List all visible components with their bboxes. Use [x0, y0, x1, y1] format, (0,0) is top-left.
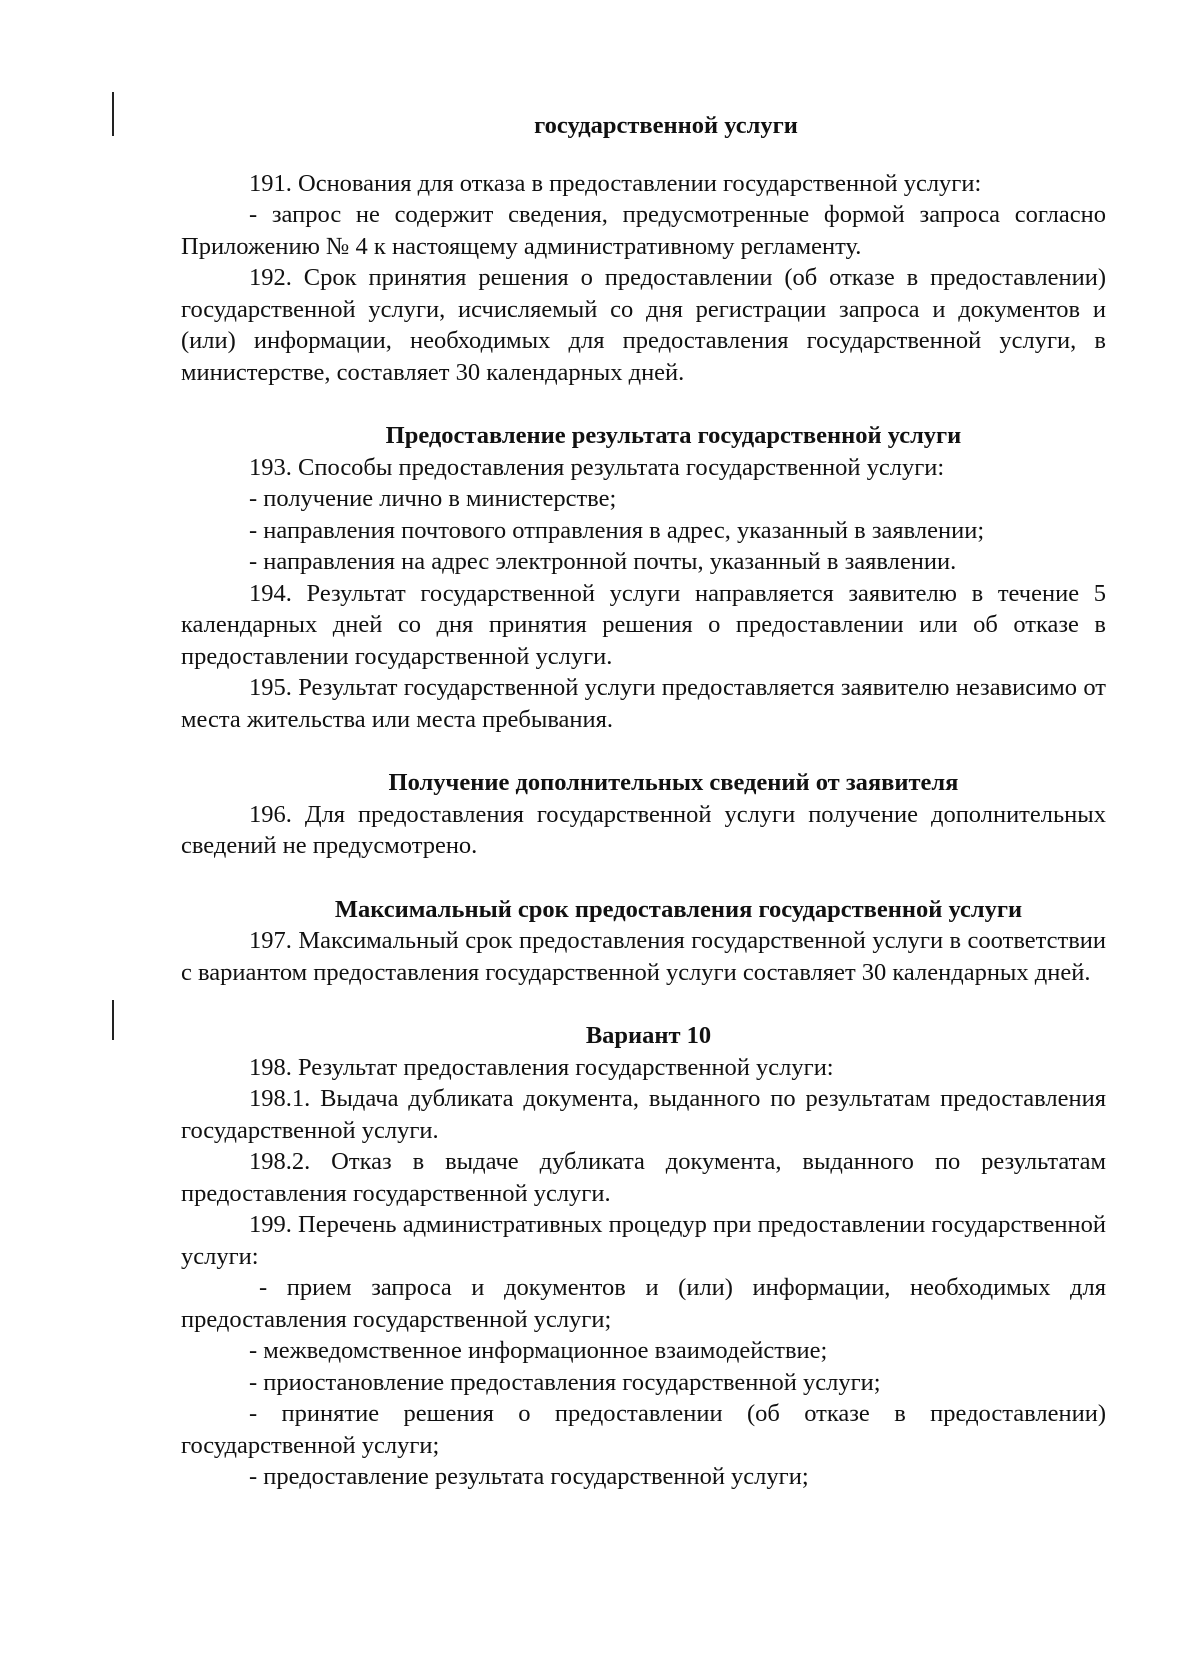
paragraph-199: 199. Перечень административных процедур при предоставлении государственной услуги:	[181, 1211, 1106, 1270]
paragraph-191: 191. Основания для отказа в предоставлении государственной услуги:	[249, 169, 982, 197]
heading-result-provision: Предоставление результата государственной услуги	[385, 422, 962, 449]
margin-change-bar	[112, 1000, 114, 1040]
paragraph-193: 193. Способы предоставления результата государственной услуги:	[249, 453, 945, 481]
heading-max-term: Максимальный срок предоставления государственной услуги	[334, 895, 1023, 923]
margin-change-bar	[112, 92, 114, 136]
paragraph-198-2: 198.2. Отказ в выдаче дубликата документа, выданного по результатам предоставления государственной услуги.	[181, 1148, 1106, 1207]
list-item: - получение лично в министерстве;	[249, 485, 617, 512]
list-item: - приостановление предоставления государственной услуги;	[249, 1368, 881, 1396]
paragraph-198-1: 198.1. Выдача дубликата документа, выданного по результатам предоставления государственной услуги.	[181, 1085, 1106, 1144]
list-item: - прием запроса и документов и (или) информации, необходимых для предоставления государственной услуги;	[181, 1274, 1106, 1333]
list-item: - направления почтового отправления в адрес, указанный в заявлении;	[249, 516, 985, 544]
section-title-continued: государственной услуги	[534, 112, 798, 139]
list-item: - направления на адрес электронной почты, указанный в заявлении.	[249, 548, 957, 575]
paragraph-196: 196. Для предоставления государственной услуги получение дополнительных сведений не предусмотрено.	[181, 800, 1106, 859]
heading-variant: Вариант 10	[585, 1022, 712, 1049]
paragraph-194: 194. Результат государственной услуги направляется заявителю в течение 5 календарных дней со дня принятия решения о предоставлении или об отказе в предоставлении государственной услуги.	[181, 579, 1106, 670]
heading-additional-info: Получение дополнительных сведений от заявителя	[388, 769, 959, 796]
paragraph-192: 192. Срок принятия решения о предоставлении (об отказе в предоставлении) государственной услуги, исчисляемый со дня регистрации запроса и документов и (или) информации, необходимых для предоставления государственной услуги, в министерстве, составляет 30 календарных дней.	[181, 264, 1106, 386]
paragraph-197: 197. Максимальный срок предоставления государственной услуги в соответствии с вариантом предоставления государственной услуги составляет 30 календарных дней.	[181, 927, 1106, 986]
paragraph-198: 198. Результат предоставления государственной услуги:	[249, 1053, 834, 1081]
list-item: - межведомственное информационное взаимодействие;	[249, 1337, 828, 1364]
document-page	[181, 110, 1106, 1493]
list-item: - принятие решения о предоставлении (об отказе в предоставлении) государственной услуги;	[181, 1400, 1106, 1459]
paragraph-195: 195. Результат государственной услуги предоставляется заявителю независимо от места жительства или места пребывания.	[181, 674, 1106, 733]
list-item: - предоставление результата государственной услуги;	[249, 1463, 809, 1490]
paragraph-191-item: - запрос не содержит сведения, предусмотренные формой запроса согласно Приложению № 4 к настоящему административному регламенту.	[181, 201, 1106, 260]
